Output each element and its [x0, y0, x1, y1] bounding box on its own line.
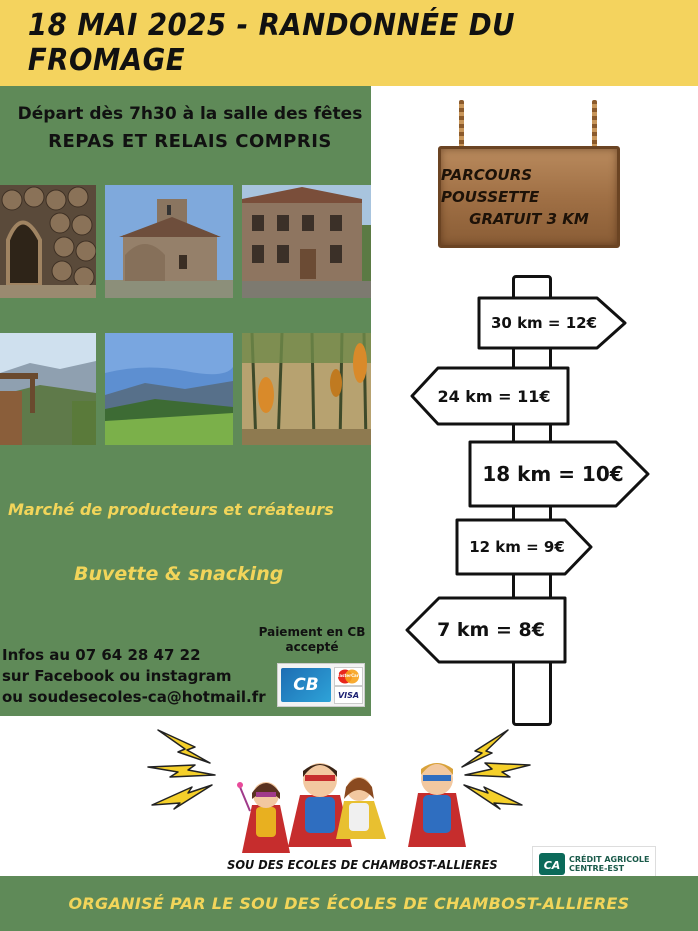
route-label-24km: 24 km = 11€: [437, 386, 551, 406]
payment-info: [252, 625, 372, 655]
school-association-label: SOU DES ECOLES DE CHAMBOST-ALLIERES: [227, 858, 498, 872]
route-label-7km: 7 km = 8€: [437, 619, 545, 641]
route-label-18km: 18 km = 10€: [482, 462, 624, 486]
footer-banner: [0, 876, 698, 931]
route-label-30km: 30 km = 12€: [490, 314, 598, 332]
header-banner: [0, 0, 698, 86]
chapel-photo: [105, 185, 233, 298]
email-text: ou soudesecoles-ca@hotmail.fr: [2, 688, 266, 706]
cb-logo-text: CB: [293, 675, 319, 695]
stroller-sign-line1: PARCOURS POUSSETTE: [441, 166, 540, 206]
mastercard-logo-icon: [334, 667, 363, 686]
wood-sculpture-photo: [0, 185, 96, 298]
card-logos: [277, 663, 365, 707]
contact-info: [2, 645, 266, 708]
sponsor-line1: CRÉDIT AGRICOLE: [569, 855, 650, 864]
drinks-info: Buvette & snacking: [74, 563, 284, 585]
superhero-boy-2-icon: [408, 763, 466, 847]
route-sign-12km: [455, 518, 593, 576]
route-sign-30km: [477, 296, 627, 350]
meal-info: REPAS ET RELAIS COMPRIS: [48, 131, 332, 152]
phone-text: Infos au 07 64 28 47 22: [2, 646, 201, 664]
social-text: sur Facebook ou instagram: [2, 667, 232, 685]
sponsor-line2: CENTRE-EST: [569, 864, 625, 873]
mastercard-logo-text: MasterCard: [335, 673, 362, 678]
market-info: Marché de producteurs et créateurs: [8, 500, 334, 519]
sponsor-text: [569, 855, 649, 873]
organizer-text: ORGANISÉ PAR LE SOU DES ÉCOLES DE CHAMBOST-ALLIERES: [68, 894, 630, 913]
stroller-route-sign: [438, 146, 620, 248]
rope-left-icon: [459, 100, 464, 150]
superhero-girl-1-icon: [237, 782, 290, 853]
hills-landscape-photo: [105, 333, 233, 445]
route-sign-7km: [405, 596, 567, 664]
superhero-kids-illustration: [140, 725, 540, 857]
stroller-sign-line2: GRATUIT 3 KM: [469, 210, 589, 228]
payment-line1: Paiement en CB: [258, 625, 366, 639]
page-title: 18 MAI 2025 - RANDONNÉE DU FROMAGE: [27, 8, 516, 78]
lightning-bolts-left-icon: [148, 730, 215, 809]
route-label-12km: 12 km = 9€: [469, 538, 565, 556]
rope-right-icon: [592, 100, 597, 150]
cb-logo-icon: [281, 668, 331, 702]
route-sign-24km: [410, 366, 570, 426]
visa-logo-text: VISA: [337, 690, 360, 700]
departure-info: Départ dès 7h30 à la salle des fêtes: [17, 104, 363, 124]
stone-building-photo: [242, 185, 371, 298]
visa-logo-icon: [334, 686, 363, 704]
superhero-girl-2-icon: [336, 777, 386, 839]
viewpoint-photo: [0, 333, 96, 445]
payment-line2: accepté: [285, 640, 339, 654]
credit-agricole-icon: [539, 853, 565, 875]
lightning-bolts-right-icon: [462, 730, 530, 809]
route-sign-18km: [468, 440, 650, 508]
credit-agricole-mark: CA: [543, 859, 561, 872]
forest-art-photo: [242, 333, 371, 445]
